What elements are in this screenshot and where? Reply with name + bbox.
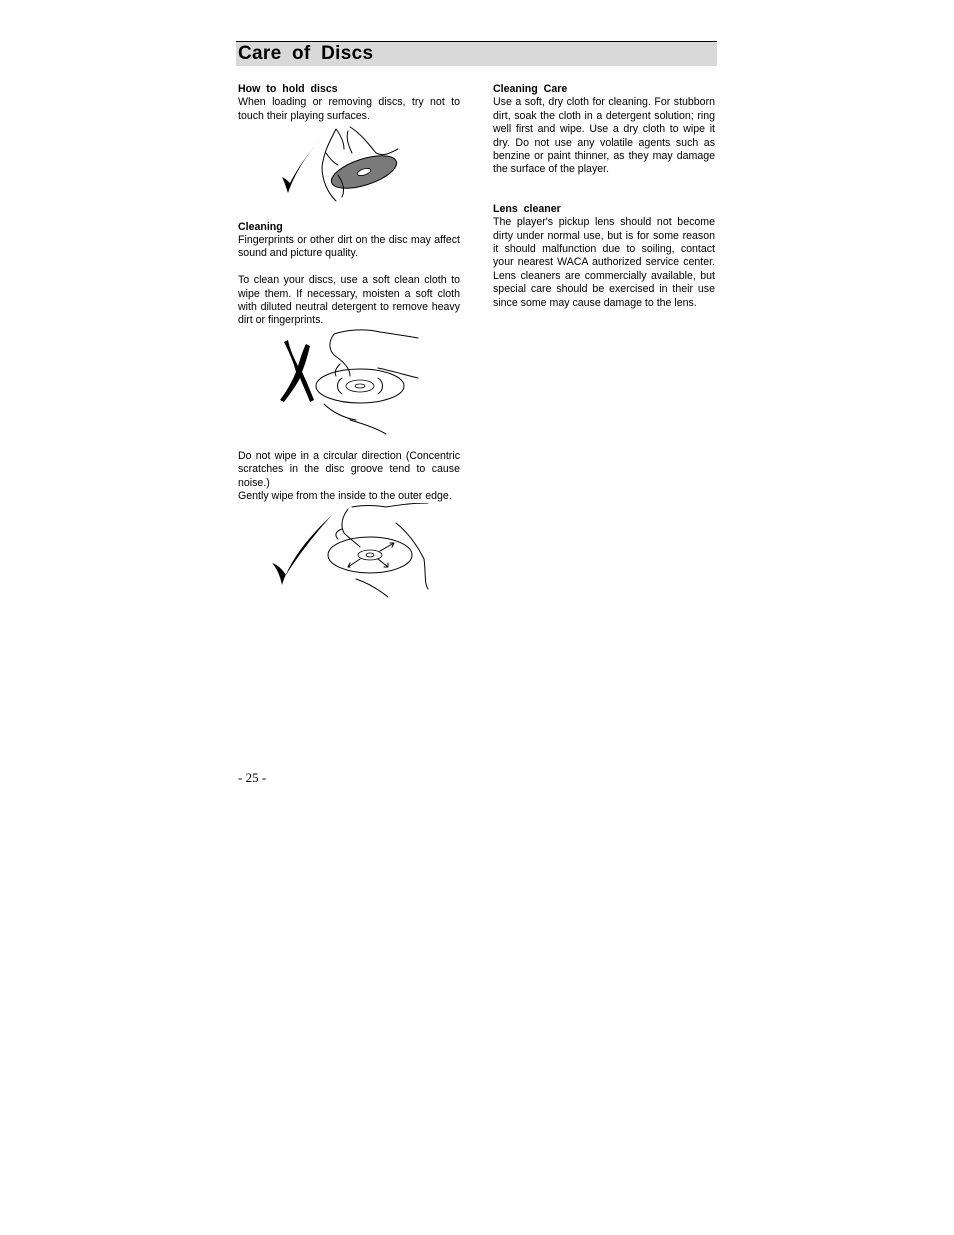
disc-shape xyxy=(328,537,412,573)
hold-disc-illustration xyxy=(238,123,460,207)
cleaning-text-3: Do not wipe in a circular direction (Concentric scratches in the disc groove tend to cause noise.) xyxy=(238,449,460,489)
page-number: - 25 - xyxy=(238,770,267,785)
lens-cleaner-text: The player's pickup lens should not become dirty under normal use, but is for some reason it should malfunction due to soiling, contact your nearest WACA authorized service center. Lens cleaners are commercially available, but special care should be exercised in their use since some may cause damage to the lens. xyxy=(493,216,715,309)
check-mark-icon xyxy=(272,515,332,585)
radial-wipe-illustration xyxy=(238,503,460,603)
left-column xyxy=(238,83,460,603)
hold-text: When loading or removing discs, try not to touch their playing surfaces. xyxy=(238,96,460,122)
cleaning-care-text: Use a soft, dry cloth for cleaning. For stubborn dirt, soak the cloth in a detergent solution; ring well first and wipe. Use a dry cloth to wipe it dry. Do not use any volatile agents such as benzine or paint thinner, as they may damage the surface of the player. xyxy=(493,96,715,176)
section-heading-lens-cleaner: Lens cleaner xyxy=(493,202,561,215)
cleaning-text-2: To clean your discs, use a soft clean cloth to wipe them. If necessary, moisten a soft cloth with diluted neutral detergent to remove heavy dirt or fingerprints. xyxy=(238,274,460,327)
circular-wipe-illustration xyxy=(238,328,460,440)
section-heading-cleaning-care: Cleaning Care xyxy=(493,83,568,95)
check-mark-icon xyxy=(282,135,324,193)
section-heading-cleaning: Cleaning xyxy=(238,220,283,233)
disc-shape xyxy=(316,369,404,403)
cross-mark-icon xyxy=(280,340,314,402)
page-title: Care of Discs xyxy=(238,43,374,64)
page-header xyxy=(236,41,717,66)
cleaning-text-4: Gently wipe from the inside to the outer edge. xyxy=(238,490,452,503)
section-heading-hold: How to hold discs xyxy=(238,83,338,95)
right-column xyxy=(493,83,715,310)
cleaning-text-1: Fingerprints or other dirt on the disc may affect sound and picture quality. xyxy=(238,234,460,260)
